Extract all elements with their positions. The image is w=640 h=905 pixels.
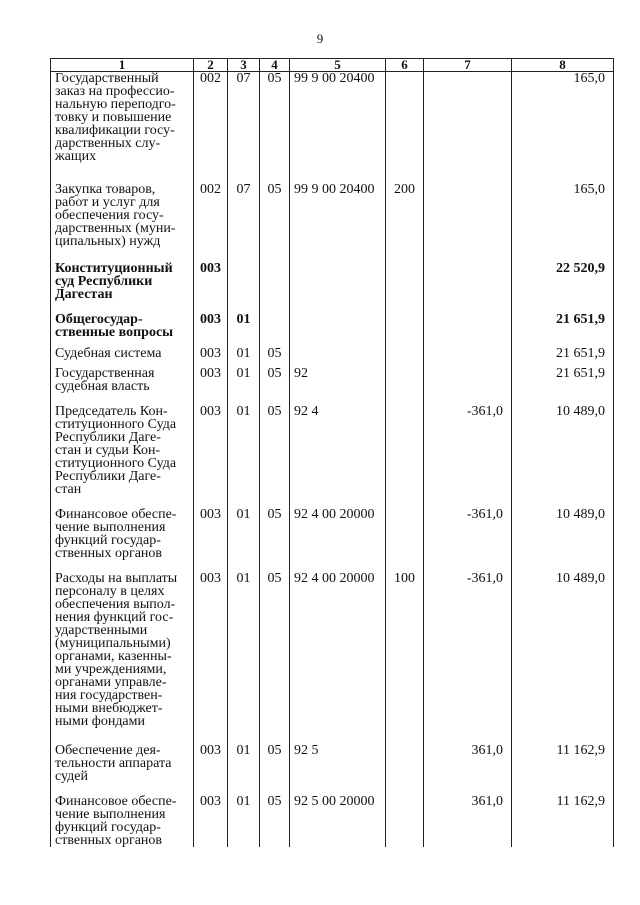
cell-expense-type <box>386 572 424 728</box>
cell-section <box>228 405 260 496</box>
cell-amount <box>512 183 614 248</box>
cell-change <box>424 367 512 393</box>
cell-name-text: Общегосудар- ственные вопросы <box>55 312 174 340</box>
cell-target-article <box>290 347 386 360</box>
cell-name <box>51 508 194 560</box>
cell-expense-type <box>386 795 424 847</box>
cell-amount <box>512 795 614 847</box>
row-spacer <box>51 163 614 183</box>
cell-gr-code-text: 003 <box>200 366 221 381</box>
column-header: 1 <box>51 59 194 72</box>
cell-section <box>228 262 260 301</box>
column-header: 6 <box>386 59 424 72</box>
cell-amount-text: 10 489,0 <box>556 404 605 419</box>
cell-target-article-text: 92 5 00 20000 <box>294 794 375 809</box>
cell-target-article-text: 92 4 00 20000 <box>294 507 375 522</box>
cell-amount-text: 165,0 <box>573 182 605 197</box>
spacer-cell <box>260 248 290 262</box>
table-body <box>51 72 614 848</box>
spacer-cell <box>424 360 512 367</box>
spacer-cell <box>386 248 424 262</box>
cell-amount-text: 22 520,9 <box>556 261 605 276</box>
cell-gr-code <box>194 183 228 248</box>
spacer-cell <box>386 496 424 508</box>
cell-subsection-text: 05 <box>267 507 282 522</box>
cell-subsection <box>260 262 290 301</box>
table-row <box>51 795 614 847</box>
cell-section-text: 01 <box>236 571 251 586</box>
cell-section <box>228 508 260 560</box>
cell-subsection <box>260 744 290 783</box>
cell-target-article <box>290 367 386 393</box>
cell-expense-type-text: 200 <box>394 182 415 197</box>
cell-name <box>51 405 194 496</box>
cell-name <box>51 795 194 847</box>
spacer-cell <box>424 248 512 262</box>
cell-gr-code-text: 003 <box>200 312 221 327</box>
cell-name-text: Конституционный суд Республики Дагестан <box>55 261 173 302</box>
cell-section-text: 01 <box>236 366 251 381</box>
spacer-cell <box>51 248 194 262</box>
cell-target-article-text: 99 9 00 20400 <box>294 71 375 86</box>
spacer-cell <box>228 728 260 744</box>
spacer-cell <box>290 339 386 347</box>
cell-section-text: 01 <box>236 507 251 522</box>
spacer-cell <box>260 301 290 313</box>
cell-subsection-text: 05 <box>267 571 282 586</box>
table-row <box>51 405 614 496</box>
cell-subsection <box>260 367 290 393</box>
cell-section-text: 01 <box>236 346 251 361</box>
cell-amount-text: 10 489,0 <box>556 507 605 522</box>
cell-amount <box>512 508 614 560</box>
cell-amount <box>512 572 614 728</box>
cell-gr-code <box>194 405 228 496</box>
cell-section <box>228 795 260 847</box>
cell-name <box>51 183 194 248</box>
cell-name <box>51 313 194 339</box>
cell-target-article <box>290 572 386 728</box>
cell-subsection-text: 05 <box>267 743 282 758</box>
table-row <box>51 183 614 248</box>
cell-target-article-text: 92 4 <box>294 404 319 419</box>
cell-subsection <box>260 508 290 560</box>
spacer-cell <box>386 783 424 795</box>
cell-expense-type <box>386 262 424 301</box>
column-header: 5 <box>290 59 386 72</box>
cell-section-text: 01 <box>236 794 251 809</box>
spacer-cell <box>290 248 386 262</box>
spacer-cell <box>424 339 512 347</box>
cell-target-article-text: 92 <box>294 366 308 381</box>
cell-amount-text: 21 651,9 <box>556 346 605 361</box>
cell-expense-type <box>386 744 424 783</box>
cell-subsection <box>260 405 290 496</box>
cell-amount <box>512 262 614 301</box>
cell-amount <box>512 72 614 164</box>
cell-amount <box>512 367 614 393</box>
cell-change-text: -361,0 <box>466 507 503 522</box>
cell-gr-code <box>194 72 228 164</box>
spacer-cell <box>386 360 424 367</box>
cell-change <box>424 183 512 248</box>
cell-gr-code <box>194 795 228 847</box>
spacer-cell <box>512 163 614 183</box>
cell-amount-text: 11 162,9 <box>556 794 605 809</box>
cell-target-article <box>290 72 386 164</box>
cell-gr-code <box>194 347 228 360</box>
cell-change <box>424 508 512 560</box>
spacer-cell <box>512 728 614 744</box>
cell-change-text: -361,0 <box>466 404 503 419</box>
cell-target-article <box>290 183 386 248</box>
cell-gr-code-text: 003 <box>200 794 221 809</box>
cell-gr-code-text: 002 <box>200 182 221 197</box>
cell-gr-code-text: 003 <box>200 346 221 361</box>
cell-change <box>424 405 512 496</box>
cell-amount-text: 10 489,0 <box>556 571 605 586</box>
cell-gr-code-text: 003 <box>200 261 221 276</box>
cell-amount-text: 21 651,9 <box>556 366 605 381</box>
cell-section <box>228 572 260 728</box>
cell-amount-text: 165,0 <box>573 71 605 86</box>
budget-table <box>50 58 614 847</box>
cell-name <box>51 572 194 728</box>
spacer-cell <box>424 728 512 744</box>
cell-section-text: 01 <box>236 404 251 419</box>
spacer-cell <box>290 728 386 744</box>
cell-target-article-text: 92 5 <box>294 743 319 758</box>
table-row <box>51 262 614 301</box>
table-row <box>51 744 614 783</box>
cell-amount <box>512 744 614 783</box>
cell-section <box>228 72 260 164</box>
cell-subsection-text: 05 <box>267 346 282 361</box>
table-row <box>51 508 614 560</box>
cell-change <box>424 795 512 847</box>
cell-subsection-text: 05 <box>267 71 282 86</box>
spacer-cell <box>386 393 424 405</box>
cell-gr-code <box>194 367 228 393</box>
cell-name <box>51 262 194 301</box>
cell-name-text: Расходы на выплаты персоналу в целях обеспечения выпол- нения функций гос- ударственными (муниципальными) органами, казенны- ми учреждениями, органами управле- ния государствен- ными внебюджет- ными фондами <box>55 571 178 729</box>
cell-name <box>51 367 194 393</box>
cell-change <box>424 72 512 164</box>
cell-change <box>424 347 512 360</box>
spacer-cell <box>386 728 424 744</box>
cell-change-text: 361,0 <box>471 743 503 758</box>
cell-subsection-text: 05 <box>267 794 282 809</box>
cell-expense-type <box>386 405 424 496</box>
cell-change <box>424 262 512 301</box>
cell-change <box>424 744 512 783</box>
spacer-cell <box>194 163 228 183</box>
cell-section-text: 01 <box>236 312 251 327</box>
column-header: 2 <box>194 59 228 72</box>
cell-expense-type <box>386 347 424 360</box>
cell-expense-type <box>386 367 424 393</box>
table-row <box>51 572 614 728</box>
cell-gr-code-text: 003 <box>200 507 221 522</box>
spacer-cell <box>228 163 260 183</box>
cell-section <box>228 183 260 248</box>
cell-amount <box>512 405 614 496</box>
cell-change-text: -361,0 <box>466 571 503 586</box>
spacer-cell <box>386 301 424 313</box>
table-row <box>51 367 614 393</box>
table-row <box>51 313 614 339</box>
spacer-cell <box>512 248 614 262</box>
column-header: 7 <box>424 59 512 72</box>
cell-expense-type <box>386 313 424 339</box>
cell-target-article <box>290 313 386 339</box>
spacer-cell <box>386 163 424 183</box>
cell-name <box>51 744 194 783</box>
cell-gr-code <box>194 262 228 301</box>
cell-name-text: Закупка товаров, работ и услуг для обеспечения госу- дарственных (муни- ципальных) нужд <box>55 182 176 249</box>
column-header: 8 <box>512 59 614 72</box>
cell-gr-code-text: 003 <box>200 743 221 758</box>
cell-section-text: 07 <box>236 71 251 86</box>
spacer-cell <box>194 248 228 262</box>
cell-amount <box>512 313 614 339</box>
cell-name <box>51 347 194 360</box>
cell-change <box>424 572 512 728</box>
cell-amount <box>512 347 614 360</box>
spacer-cell <box>386 339 424 347</box>
cell-gr-code <box>194 508 228 560</box>
cell-expense-type <box>386 508 424 560</box>
cell-target-article-text: 92 4 00 20000 <box>294 571 375 586</box>
cell-subsection <box>260 572 290 728</box>
cell-expense-type <box>386 72 424 164</box>
cell-subsection-text: 05 <box>267 182 282 197</box>
column-header: 3 <box>228 59 260 72</box>
table-row <box>51 347 614 360</box>
table-row <box>51 72 614 164</box>
row-spacer <box>51 728 614 744</box>
cell-section-text: 01 <box>236 743 251 758</box>
page-number: 9 <box>316 31 324 46</box>
spacer-cell <box>228 248 260 262</box>
spacer-cell <box>260 728 290 744</box>
cell-name-text: Финансовое обеспе- чение выполнения функций государ- ственных органов <box>55 507 177 561</box>
cell-name-text: Судебная система <box>55 346 162 361</box>
cell-change-text: 361,0 <box>471 794 503 809</box>
cell-subsection <box>260 183 290 248</box>
cell-section <box>228 347 260 360</box>
cell-name-text: Председатель Кон- ституционного Суда Республики Даге- стан и судьи Кон- ституционного Суда Республики Даге- стан <box>55 404 177 497</box>
cell-gr-code <box>194 572 228 728</box>
cell-name-text: Финансовое обеспе- чение выполнения функций государ- ственных органов <box>55 794 177 848</box>
cell-name <box>51 72 194 164</box>
cell-section <box>228 367 260 393</box>
cell-name-text: Обеспечение дея- тельности аппарата судей <box>55 743 172 784</box>
cell-section <box>228 744 260 783</box>
spacer-cell <box>51 163 194 183</box>
cell-target-article <box>290 405 386 496</box>
cell-amount-text: 11 162,9 <box>556 743 605 758</box>
cell-target-article <box>290 262 386 301</box>
cell-gr-code <box>194 313 228 339</box>
cell-subsection-text: 05 <box>267 366 282 381</box>
cell-expense-type-text: 100 <box>394 571 415 586</box>
row-spacer <box>51 248 614 262</box>
spacer-cell <box>290 301 386 313</box>
cell-gr-code-text: 002 <box>200 71 221 86</box>
cell-name-text: Государственная судебная власть <box>55 366 155 394</box>
cell-gr-code-text: 003 <box>200 404 221 419</box>
spacer-cell <box>51 728 194 744</box>
cell-target-article-text: 99 9 00 20400 <box>294 182 375 197</box>
cell-target-article <box>290 795 386 847</box>
cell-section-text: 07 <box>236 182 251 197</box>
cell-amount-text: 21 651,9 <box>556 312 605 327</box>
cell-subsection <box>260 795 290 847</box>
cell-subsection-text: 05 <box>267 404 282 419</box>
spacer-cell <box>194 728 228 744</box>
cell-expense-type <box>386 183 424 248</box>
header-row <box>51 59 614 72</box>
cell-subsection <box>260 313 290 339</box>
cell-subsection <box>260 347 290 360</box>
cell-gr-code-text: 003 <box>200 571 221 586</box>
cell-change <box>424 313 512 339</box>
spacer-cell <box>260 163 290 183</box>
column-header: 4 <box>260 59 290 72</box>
cell-target-article <box>290 508 386 560</box>
cell-target-article <box>290 744 386 783</box>
cell-name-text: Государственный заказ на профессио- нальную переподго- товку и повышение квалификации госу- дарственных слу- жащих <box>55 71 176 164</box>
cell-subsection <box>260 72 290 164</box>
spacer-cell <box>424 301 512 313</box>
cell-gr-code <box>194 744 228 783</box>
cell-section <box>228 313 260 339</box>
spacer-cell <box>290 163 386 183</box>
spacer-cell <box>424 163 512 183</box>
